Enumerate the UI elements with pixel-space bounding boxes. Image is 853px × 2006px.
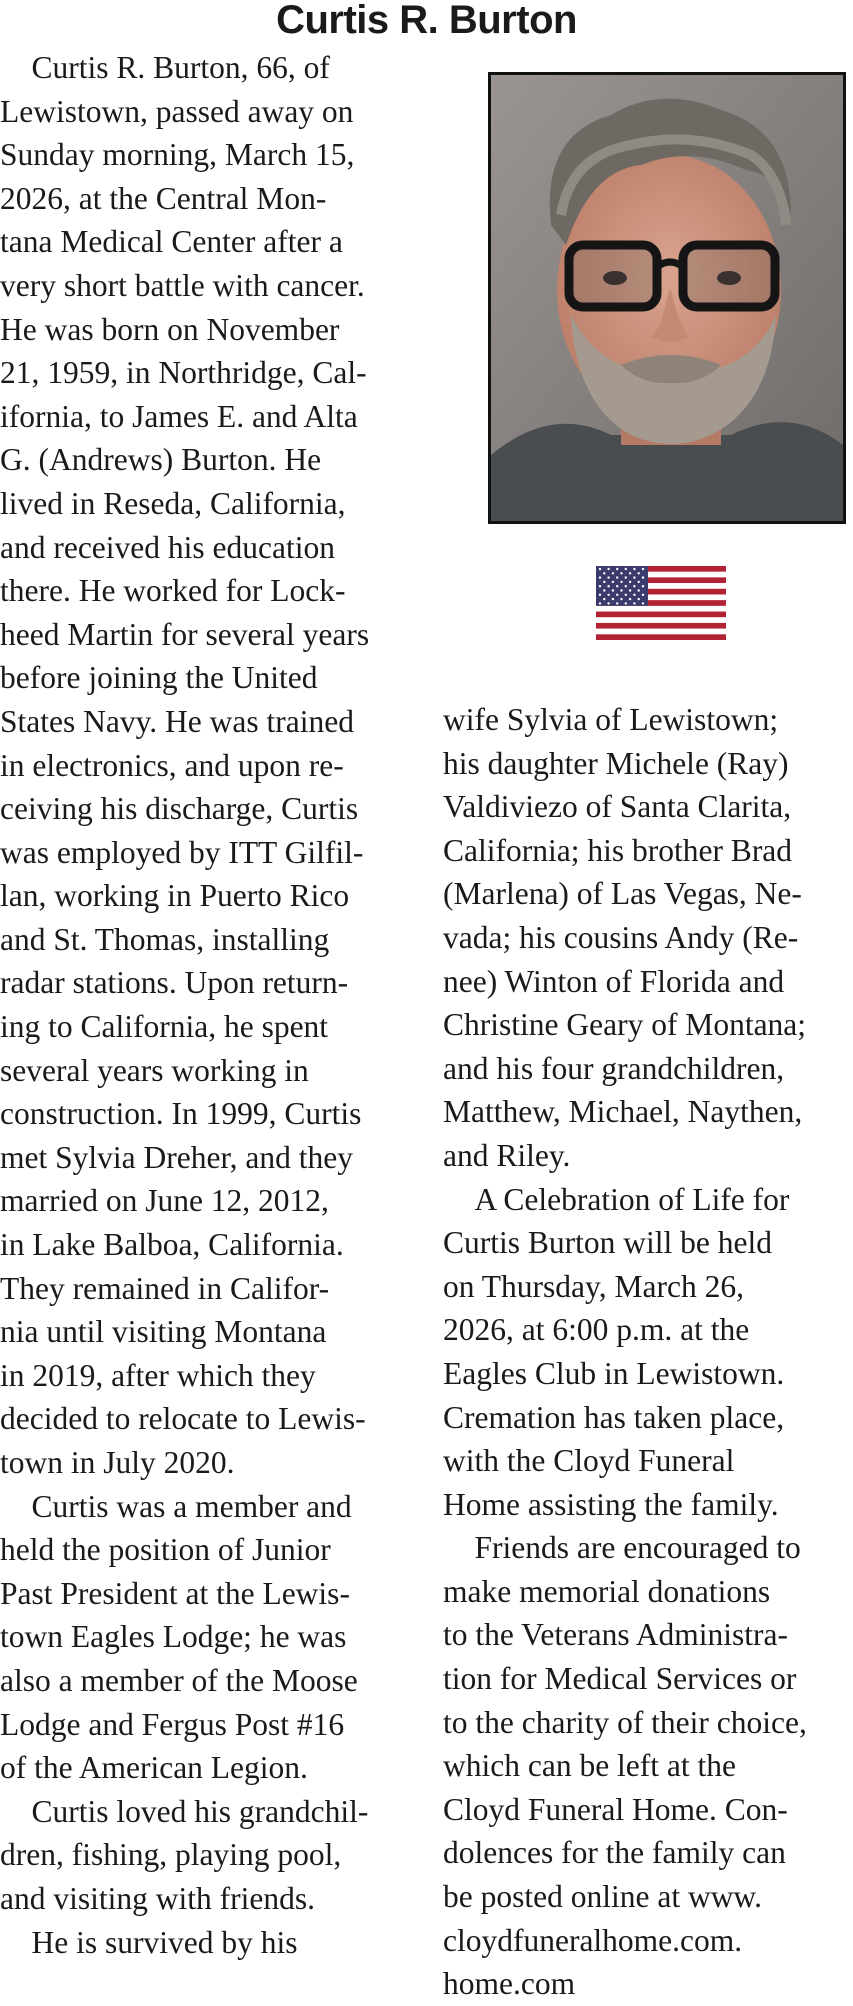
obituary-text-line: wife Sylvia of Lewistown; bbox=[443, 702, 779, 737]
obituary-text-line: and Riley. bbox=[443, 1137, 571, 1173]
obituary-text-line: in 2019, after which they bbox=[0, 1357, 316, 1393]
obituary-text-line: Past President at the Lewis- bbox=[0, 1575, 350, 1611]
obituary-title: Curtis R. Burton bbox=[276, 0, 577, 42]
obituary-text-line: lived in Reseda, California, bbox=[0, 485, 346, 521]
obituary-text-line: town Eagles Lodge; he was bbox=[0, 1619, 347, 1655]
obituary-text-line: heed Martin for several years bbox=[0, 616, 370, 652]
obituary-text-line: cloydfuneralhome.com. bbox=[443, 1922, 743, 1958]
obituary-text-line: and his four grandchildren, bbox=[443, 1050, 785, 1086]
obituary-text-line: there. He worked for Lock- bbox=[0, 573, 346, 609]
obituary-text-line: town in July 2020. bbox=[0, 1445, 235, 1480]
obituary-text-line: vada; his cousins Andy (Re- bbox=[443, 919, 799, 955]
obituary-text-line: home.com bbox=[443, 1966, 576, 2002]
obituary-text-line: Cloyd Funeral Home. Con- bbox=[443, 1791, 788, 1827]
american-flag-icon bbox=[596, 566, 726, 640]
obituary-text-line: Home assisting the family. bbox=[443, 1486, 779, 1522]
obituary-text-line: 2026, at 6:00 p.m. at the bbox=[443, 1312, 750, 1348]
obituary-text-line: Curtis was a member and bbox=[0, 1488, 352, 1524]
obituary-text-line: and St. Thomas, installing bbox=[0, 921, 330, 957]
obituary-text-line: which can be left at the bbox=[443, 1748, 736, 1784]
obituary-text-line: Curtis R. Burton, 66, of bbox=[0, 50, 330, 85]
obituary-text-line: and received his education bbox=[0, 529, 335, 565]
obituary-text-line: nia until visiting Montana bbox=[0, 1314, 327, 1350]
obituary-text-line: and visiting with friends. bbox=[0, 1880, 315, 1916]
obituary-text-line: ceiving his discharge, Curtis bbox=[0, 791, 359, 827]
obituary-text-line: in electronics, and upon re- bbox=[0, 747, 344, 783]
obituary-text-line: on Thursday, March 26, bbox=[443, 1268, 744, 1304]
obituary-right-column bbox=[443, 698, 848, 2006]
obituary-text-line: construction. In 1999, Curtis bbox=[0, 1096, 362, 1132]
obituary-text-line: They remained in Califor- bbox=[0, 1270, 330, 1306]
obituary-text-line: before joining the United bbox=[0, 660, 318, 696]
obituary-text-line: to the charity of their choice, bbox=[443, 1704, 807, 1740]
obituary-text-line: very short battle with cancer. bbox=[0, 267, 365, 303]
obituary-text-line: met Sylvia Dreher, and they bbox=[0, 1139, 354, 1175]
obituary-left-column bbox=[0, 46, 420, 1964]
obituary-text-line: A Celebration of Life for bbox=[443, 1181, 790, 1217]
obituary-text-line: make memorial donations bbox=[443, 1573, 771, 1609]
obituary-text-line: dren, fishing, playing pool, bbox=[0, 1837, 342, 1873]
obituary-text-line: Curtis Burton will be held bbox=[443, 1225, 772, 1261]
obituary-text-line: Friends are encouraged to bbox=[443, 1530, 801, 1566]
obituary-text-line: also a member of the Moose bbox=[0, 1662, 358, 1698]
obituary-text-line: Eagles Club in Lewistown. bbox=[443, 1355, 785, 1391]
obituary-text-line: married on June 12, 2012, bbox=[0, 1183, 329, 1219]
obituary-text-line: Valdiviezo of Santa Clarita, bbox=[443, 789, 792, 825]
obituary-text-line: radar stations. Upon return- bbox=[0, 965, 349, 1001]
obituary-text-line: He was born on November bbox=[0, 311, 340, 347]
obituary-text-line: of the American Legion. bbox=[0, 1750, 308, 1786]
obituary-text-line: be posted online at www. bbox=[443, 1879, 763, 1915]
obituary-text-line: to the Veterans Administra- bbox=[443, 1617, 788, 1653]
portrait-photo bbox=[488, 72, 846, 524]
obituary-text-line: lan, working in Puerto Rico bbox=[0, 878, 350, 914]
obituary-text-line: ifornia, to James E. and Alta bbox=[0, 398, 358, 434]
obituary-text-line: Curtis loved his grandchil- bbox=[0, 1793, 369, 1829]
obituary-text-line: tion for Medical Services or bbox=[443, 1661, 797, 1697]
obituary-text-line: (Marlena) of Las Vegas, Ne- bbox=[443, 876, 802, 912]
obituary-text-line: held the position of Junior bbox=[0, 1532, 331, 1568]
obituary-text-line: was employed by ITT Gilfil- bbox=[0, 834, 364, 870]
obituary-text-line: He is survived by his bbox=[0, 1924, 298, 1960]
obituary-text-line: tana Medical Center after a bbox=[0, 224, 343, 260]
obituary-text-line: Matthew, Michael, Naythen, bbox=[443, 1094, 803, 1130]
obituary-text-line: Lodge and Fergus Post #16 bbox=[0, 1706, 345, 1742]
obituary-text-line: Lewistown, passed away on bbox=[0, 93, 354, 129]
obituary-text-line: California; his brother Brad bbox=[443, 832, 793, 868]
obituary-text-line: nee) Winton of Florida and bbox=[443, 963, 785, 999]
obituary-text-line: in Lake Balboa, California. bbox=[0, 1227, 344, 1263]
obituary-text-line: several years working in bbox=[0, 1052, 309, 1088]
obituary-text-line: 2026, at the Central Mon- bbox=[0, 180, 327, 216]
obituary-text-line: Cremation has taken place, bbox=[443, 1399, 785, 1435]
obituary-text-line: his daughter Michele (Ray) bbox=[443, 745, 789, 781]
obituary-text-line: G. (Andrews) Burton. He bbox=[0, 442, 322, 478]
obituary-text-line: ing to California, he spent bbox=[0, 1009, 329, 1045]
obituary-text-line: 21, 1959, in Northridge, Cal- bbox=[0, 355, 367, 391]
obituary-text-line: dolences for the family can bbox=[443, 1835, 786, 1871]
obituary-text-line: Sunday morning, March 15, bbox=[0, 137, 355, 173]
obituary-text-line: decided to relocate to Lewis- bbox=[0, 1401, 366, 1437]
obituary-text-line: with the Cloyd Funeral bbox=[443, 1443, 735, 1479]
obituary-text-line: Christine Geary of Montana; bbox=[443, 1007, 807, 1043]
obituary-text-line: States Navy. He was trained bbox=[0, 703, 354, 739]
